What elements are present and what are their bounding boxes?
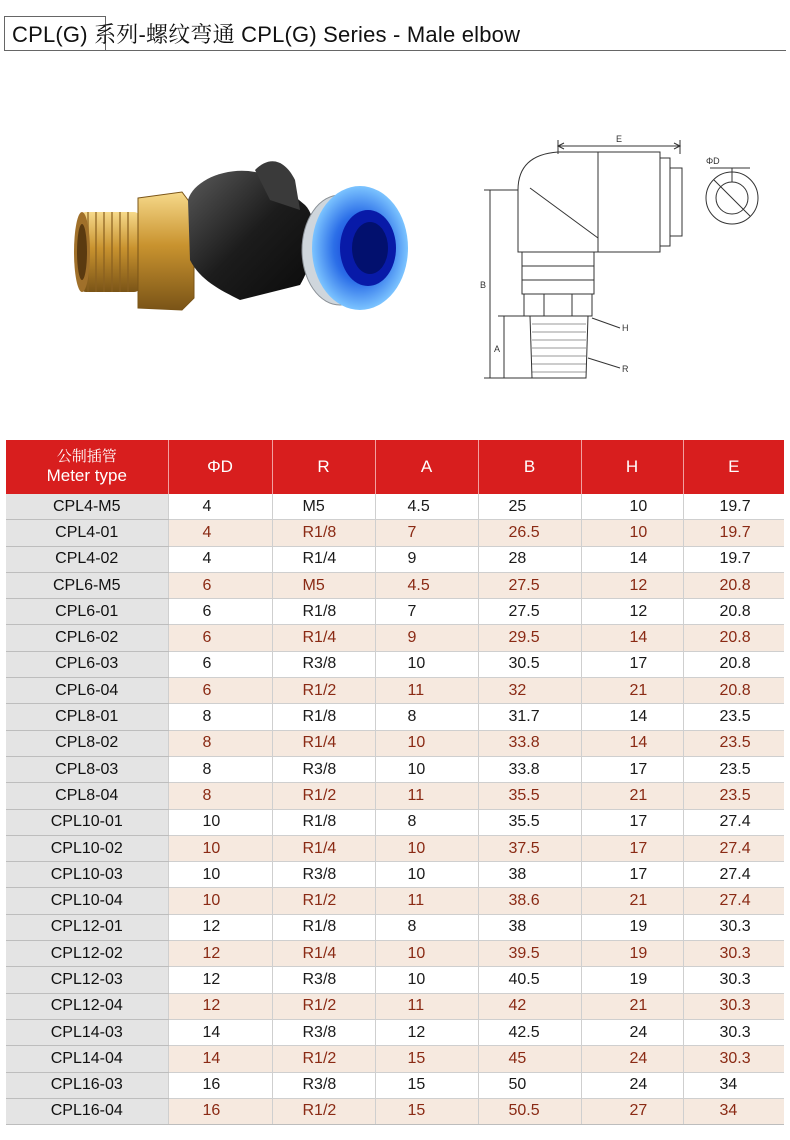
table-row: [6, 651, 784, 677]
cell-a: 4.5: [375, 572, 478, 598]
cell-model: CPL6-04: [6, 678, 168, 704]
spec-table: [6, 440, 784, 1125]
cell-r: R1/2: [272, 1046, 375, 1072]
cell-r: R1/2: [272, 783, 375, 809]
cell-b: 40.5: [478, 967, 581, 993]
cell-e: 27.4: [683, 888, 784, 914]
cell-d: 10: [168, 888, 272, 914]
cell-model: CPL16-03: [6, 1072, 168, 1098]
cell-e: 19.7: [683, 494, 784, 520]
thread: [74, 212, 140, 292]
cell-h: 14: [581, 730, 683, 756]
cell-a: 9: [375, 625, 478, 651]
cell-r: R1/2: [272, 678, 375, 704]
cell-model: CPL12-03: [6, 967, 168, 993]
cell-e: 20.8: [683, 625, 784, 651]
cell-b: 33.8: [478, 756, 581, 782]
header-model-cn: 公制插管: [56, 448, 117, 465]
cell-d: 12: [168, 914, 272, 940]
table-row: [6, 809, 784, 835]
cell-e: 30.3: [683, 1046, 784, 1072]
cell-a: 11: [375, 678, 478, 704]
cell-e: 30.3: [683, 914, 784, 940]
cell-model: CPL10-03: [6, 862, 168, 888]
cell-r: R1/8: [272, 809, 375, 835]
header-h: H: [581, 440, 683, 494]
cell-e: 20.8: [683, 678, 784, 704]
header-r: R: [272, 440, 375, 494]
cell-b: 31.7: [478, 704, 581, 730]
cell-model: CPL16-04: [6, 1098, 168, 1124]
dimension-diagram: [470, 128, 770, 384]
cell-a: 4.5: [375, 494, 478, 520]
cell-r: R1/2: [272, 888, 375, 914]
cell-r: R3/8: [272, 862, 375, 888]
dim-label-b: B: [480, 280, 487, 290]
dim-label-d: ΦD: [706, 156, 720, 166]
cell-model: CPL14-03: [6, 1019, 168, 1045]
product-photo: [70, 150, 430, 320]
cell-b: 50: [478, 1072, 581, 1098]
cell-h: 14: [581, 546, 683, 572]
cell-model: CPL6-02: [6, 625, 168, 651]
cell-d: 6: [168, 678, 272, 704]
cell-d: 4: [168, 494, 272, 520]
cell-h: 14: [581, 625, 683, 651]
cell-a: 15: [375, 1072, 478, 1098]
cell-model: CPL12-04: [6, 993, 168, 1019]
cell-e: 34: [683, 1072, 784, 1098]
spec-table-body: [6, 494, 784, 1125]
cell-a: 11: [375, 888, 478, 914]
cell-d: 6: [168, 572, 272, 598]
cell-r: R1/2: [272, 993, 375, 1019]
cell-h: 10: [581, 520, 683, 546]
header-d: ΦD: [168, 440, 272, 494]
cell-d: 12: [168, 941, 272, 967]
header-model: [6, 440, 168, 494]
cell-e: 19.7: [683, 546, 784, 572]
cell-r: R1/8: [272, 704, 375, 730]
cell-r: M5: [272, 494, 375, 520]
cell-d: 6: [168, 599, 272, 625]
dim-label-a: A: [494, 344, 501, 354]
cell-b: 50.5: [478, 1098, 581, 1124]
cell-a: 8: [375, 914, 478, 940]
cell-b: 27.5: [478, 572, 581, 598]
cell-model: CPL8-03: [6, 756, 168, 782]
cell-b: 32: [478, 678, 581, 704]
cell-b: 39.5: [478, 941, 581, 967]
cell-a: 10: [375, 941, 478, 967]
cell-a: 10: [375, 862, 478, 888]
cell-model: CPL4-02: [6, 546, 168, 572]
cell-b: 35.5: [478, 809, 581, 835]
cell-e: 27.4: [683, 862, 784, 888]
cell-e: 20.8: [683, 572, 784, 598]
cell-h: 24: [581, 1046, 683, 1072]
cell-d: 10: [168, 835, 272, 861]
cell-d: 6: [168, 625, 272, 651]
table-row: [6, 914, 784, 940]
cell-h: 19: [581, 941, 683, 967]
cell-b: 35.5: [478, 783, 581, 809]
cell-e: 20.8: [683, 651, 784, 677]
cell-e: 23.5: [683, 704, 784, 730]
cell-a: 12: [375, 1019, 478, 1045]
cell-model: CPL6-03: [6, 651, 168, 677]
cell-h: 21: [581, 783, 683, 809]
cell-h: 21: [581, 888, 683, 914]
cell-h: 17: [581, 862, 683, 888]
cell-a: 15: [375, 1046, 478, 1072]
table-row: [6, 546, 784, 572]
table-row: [6, 756, 784, 782]
cell-r: R1/4: [272, 835, 375, 861]
table-row: [6, 993, 784, 1019]
cell-b: 42: [478, 993, 581, 1019]
cell-h: 24: [581, 1019, 683, 1045]
cell-r: R3/8: [272, 651, 375, 677]
cell-h: 10: [581, 494, 683, 520]
cell-r: R1/4: [272, 625, 375, 651]
cell-h: 21: [581, 993, 683, 1019]
title-divider: [4, 50, 786, 51]
cell-r: R3/8: [272, 1019, 375, 1045]
cell-model: CPL10-02: [6, 835, 168, 861]
cell-d: 12: [168, 967, 272, 993]
cell-model: CPL6-01: [6, 599, 168, 625]
cell-r: R1/4: [272, 730, 375, 756]
cell-h: 24: [581, 1072, 683, 1098]
cell-b: 38: [478, 862, 581, 888]
cell-model: CPL8-02: [6, 730, 168, 756]
cell-b: 38: [478, 914, 581, 940]
cell-h: 21: [581, 678, 683, 704]
cell-model: CPL8-01: [6, 704, 168, 730]
cell-d: 14: [168, 1019, 272, 1045]
dim-label-e: E: [615, 134, 623, 144]
cell-a: 8: [375, 704, 478, 730]
cell-h: 17: [581, 651, 683, 677]
table-row: [6, 967, 784, 993]
dim-label-r: R: [622, 364, 629, 374]
cell-b: 38.6: [478, 888, 581, 914]
cell-b: 27.5: [478, 599, 581, 625]
header-a: A: [375, 440, 478, 494]
cell-b: 30.5: [478, 651, 581, 677]
cell-e: 27.4: [683, 809, 784, 835]
cell-e: 23.5: [683, 783, 784, 809]
cell-a: 8: [375, 809, 478, 835]
cell-e: 30.3: [683, 941, 784, 967]
cell-e: 30.3: [683, 1019, 784, 1045]
cell-h: 19: [581, 967, 683, 993]
table-row: [6, 599, 784, 625]
cell-r: M5: [272, 572, 375, 598]
table-row: [6, 494, 784, 520]
cell-d: 8: [168, 783, 272, 809]
cell-r: R1/8: [272, 520, 375, 546]
cell-e: 34: [683, 1098, 784, 1124]
cell-r: R3/8: [272, 756, 375, 782]
table-row: [6, 572, 784, 598]
table-row: [6, 730, 784, 756]
cell-a: 10: [375, 730, 478, 756]
cell-a: 9: [375, 546, 478, 572]
table-row: [6, 678, 784, 704]
cell-d: 14: [168, 1046, 272, 1072]
cell-model: CPL6-M5: [6, 572, 168, 598]
cell-d: 8: [168, 756, 272, 782]
table-row: [6, 862, 784, 888]
cell-r: R1/8: [272, 914, 375, 940]
cell-r: R1/4: [272, 546, 375, 572]
cell-d: 12: [168, 993, 272, 1019]
cell-e: 30.3: [683, 993, 784, 1019]
header-model-en: Meter type: [46, 466, 127, 485]
cell-b: 26.5: [478, 520, 581, 546]
cell-d: 4: [168, 546, 272, 572]
table-row: [6, 941, 784, 967]
cell-d: 16: [168, 1072, 272, 1098]
table-header-row: [6, 440, 784, 494]
cell-model: CPL10-01: [6, 809, 168, 835]
table-row: [6, 1072, 784, 1098]
cell-b: 37.5: [478, 835, 581, 861]
cell-a: 7: [375, 599, 478, 625]
table-row: [6, 1098, 784, 1124]
cell-h: 14: [581, 704, 683, 730]
table-row: [6, 1046, 784, 1072]
title-bar: [0, 0, 790, 56]
cell-b: 33.8: [478, 730, 581, 756]
cell-d: 16: [168, 1098, 272, 1124]
cell-e: 23.5: [683, 730, 784, 756]
cell-a: 11: [375, 993, 478, 1019]
cell-h: 27: [581, 1098, 683, 1124]
table-row: [6, 888, 784, 914]
cell-model: CPL4-M5: [6, 494, 168, 520]
cell-h: 19: [581, 914, 683, 940]
cell-a: 10: [375, 651, 478, 677]
cell-b: 45: [478, 1046, 581, 1072]
cell-d: 10: [168, 862, 272, 888]
cell-d: 8: [168, 730, 272, 756]
cell-d: 8: [168, 704, 272, 730]
table-row: [6, 625, 784, 651]
cell-a: 15: [375, 1098, 478, 1124]
cell-model: CPL14-04: [6, 1046, 168, 1072]
cell-b: 28: [478, 546, 581, 572]
cell-b: 42.5: [478, 1019, 581, 1045]
cell-d: 10: [168, 809, 272, 835]
cell-r: R1/2: [272, 1098, 375, 1124]
cell-e: 23.5: [683, 756, 784, 782]
cell-h: 17: [581, 809, 683, 835]
table-row: [6, 1019, 784, 1045]
dim-label-h: H: [622, 323, 629, 333]
table-row: [6, 704, 784, 730]
cell-r: R1/8: [272, 599, 375, 625]
cell-a: 11: [375, 783, 478, 809]
cell-r: R1/4: [272, 941, 375, 967]
cell-e: 27.4: [683, 835, 784, 861]
cell-model: CPL12-02: [6, 941, 168, 967]
header-e: E: [683, 440, 784, 494]
cell-a: 7: [375, 520, 478, 546]
cell-model: CPL4-01: [6, 520, 168, 546]
cell-h: 12: [581, 572, 683, 598]
cell-r: R3/8: [272, 967, 375, 993]
cell-e: 20.8: [683, 599, 784, 625]
cell-h: 12: [581, 599, 683, 625]
table-row: [6, 520, 784, 546]
cell-b: 29.5: [478, 625, 581, 651]
cell-a: 10: [375, 835, 478, 861]
cell-h: 17: [581, 756, 683, 782]
table-row: [6, 835, 784, 861]
table-row: [6, 783, 784, 809]
cell-r: R3/8: [272, 1072, 375, 1098]
cell-b: 25: [478, 494, 581, 520]
cell-e: 30.3: [683, 967, 784, 993]
page-title: CPL(G) 系列-螺纹弯通 CPL(G) Series - Male elbow: [12, 22, 521, 47]
cell-model: CPL8-04: [6, 783, 168, 809]
cell-e: 19.7: [683, 520, 784, 546]
cell-a: 10: [375, 756, 478, 782]
header-b: B: [478, 440, 581, 494]
cell-d: 4: [168, 520, 272, 546]
cell-a: 10: [375, 967, 478, 993]
cell-h: 17: [581, 835, 683, 861]
cell-model: CPL10-04: [6, 888, 168, 914]
cell-d: 6: [168, 651, 272, 677]
cell-model: CPL12-01: [6, 914, 168, 940]
